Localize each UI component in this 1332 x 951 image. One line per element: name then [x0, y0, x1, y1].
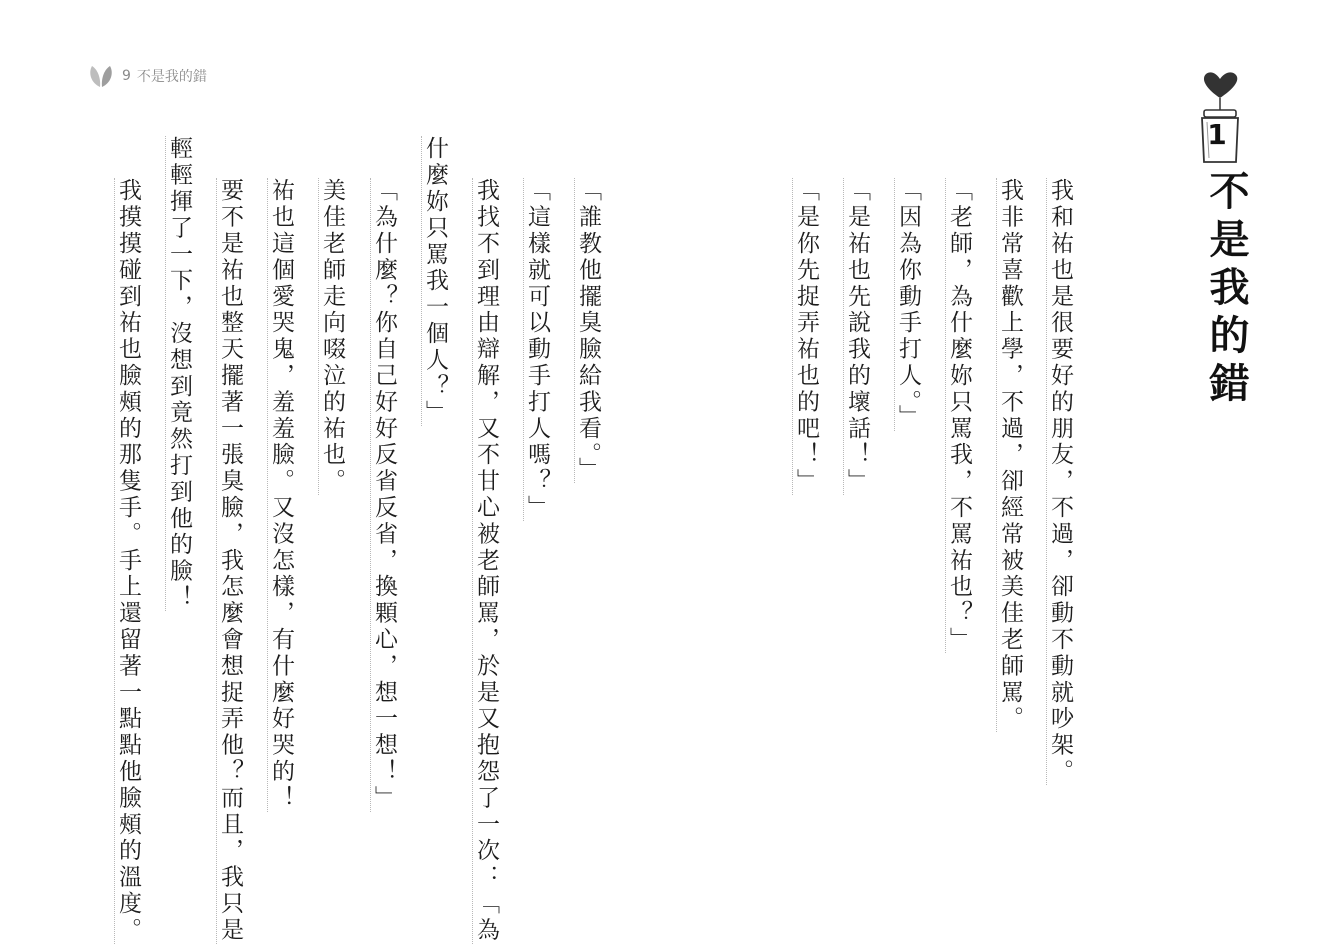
- paragraph: 祐也這個愛哭鬼，羞羞臉。又沒怎樣，有什麼好哭的！: [268, 178, 294, 812]
- running-header: [86, 62, 207, 90]
- double-leaf-icon: [86, 63, 116, 89]
- paragraph: 要不是祐也整天擺著一張臭臉，我怎麼會想捉弄他？而且，我只是: [217, 178, 243, 944]
- chapter-number: 1: [1207, 118, 1227, 151]
- paragraph: 輕輕揮了一下，沒想到竟然打到他的臉！: [166, 136, 192, 612]
- dialogue-line: 「因為你動手打人。」: [895, 178, 921, 431]
- paragraph: 什麼妳只罵我一個人？」: [422, 136, 448, 427]
- running-chapter-name: 不是我的錯: [136, 69, 207, 85]
- dialogue-line: 「是祐也先說我的壞話！」: [844, 178, 870, 495]
- paragraph: 我摸摸碰到祐也臉頰的那隻手。手上還留著一點點他臉頰的溫度。: [115, 178, 141, 944]
- dialogue-line: 「這樣就可以動手打人嗎？」: [524, 178, 550, 522]
- page-number: 9: [122, 68, 131, 84]
- dialogue-line: 「誰教他擺臭臉給我看。」: [575, 178, 601, 484]
- paragraph: 美佳老師走向啜泣的祐也。: [319, 178, 345, 495]
- paragraph: 我非常喜歡上學，不過，卻經常被美佳老師罵。: [997, 178, 1023, 733]
- dialogue-line: 「是你先捉弄祐也的吧！」: [793, 178, 819, 495]
- paragraph: 我找不到理由辯解，又不甘心被老師罵，於是又抱怨了一次：「為: [473, 178, 499, 944]
- dialogue-line: 「老師，為什麼妳只罵我，不罵祐也？」: [946, 178, 972, 654]
- dialogue-line: 「為什麼？你自己好好反省反省，換顆心，想一想！」: [371, 178, 397, 812]
- chapter-title: 不是我的錯: [1203, 170, 1249, 410]
- paragraph: 我和祐也是很要好的朋友，不過，卻動不動就吵架。: [1047, 178, 1073, 786]
